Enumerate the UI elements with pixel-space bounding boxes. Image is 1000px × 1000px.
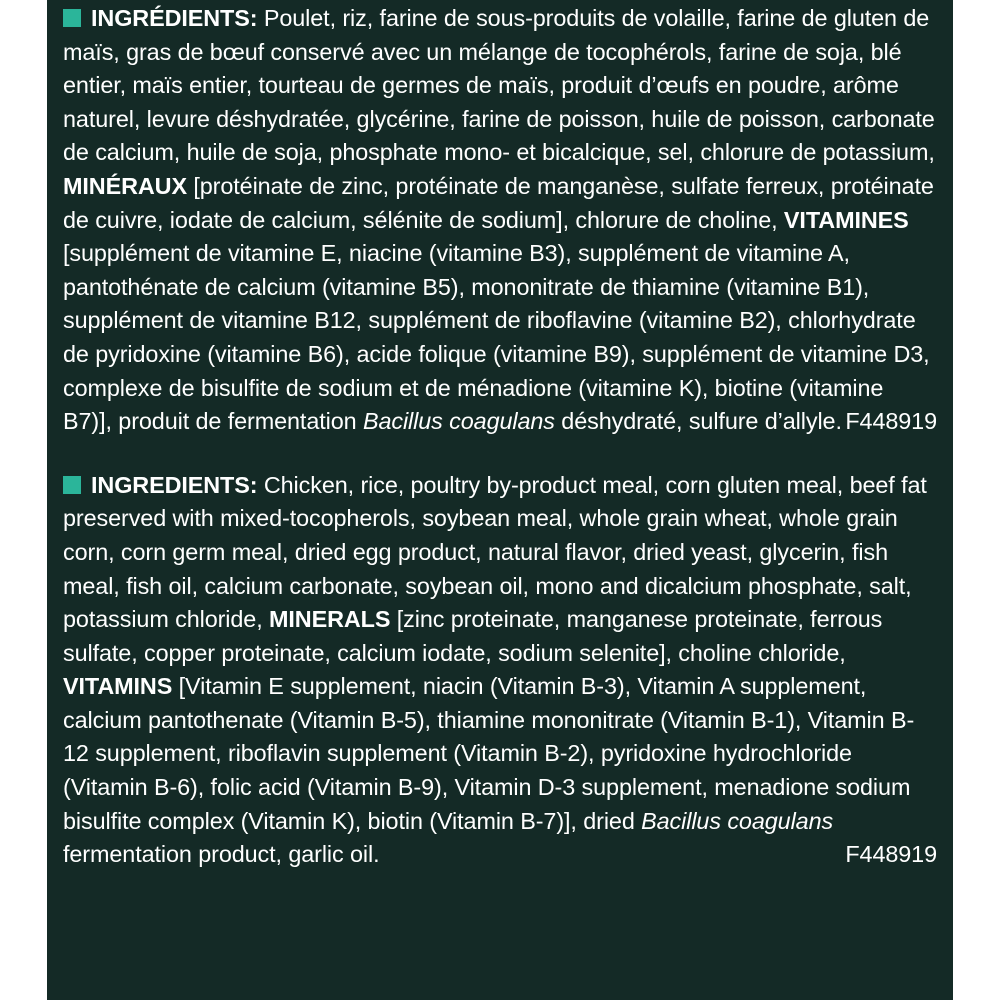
ingredients-english — [63, 469, 937, 872]
english-text-4: fermentation product, garlic oil. — [63, 841, 380, 868]
product-code-english: F448919 — [845, 841, 937, 868]
english-text-3: [Vitamin E supplement, niacin (Vitamin B-3), Vitamin A supplement, calcium pantothenate (Vitamin B-5), thiamine mononitrate (Vitamin B-1), Vitamin B-12 supplement, riboflavin supplement (Vitamin B-2), pyridoxine hydrochloride (Vitamin B-6), folic acid (Vitamin B-9), Vitamin D-3 supplement, menadione sodium bisulfite complex (Vitamin K), biotin (Vitamin B-7)], dried — [63, 673, 915, 834]
product-code-french: F448919 — [845, 408, 937, 435]
english-text-1: Chicken, rice, poultry by-product meal, corn gluten meal, beef fat preserved with mixed-tocopherols, soybean meal, whole grain wheat, whole grain corn, corn germ meal, dried egg product, natural flavor, dried yeast, glycerin, fish meal, fish oil, calcium carbonate, soybean oil, mono and dicalcium phosphate, salt, potassium chloride, — [63, 471, 927, 633]
vitamins-label-french: VITAMINES — [783, 206, 909, 233]
ingredients-french — [63, 2, 937, 439]
french-text-1: Poulet, riz, farine de sous-produits de volaille, farine de gluten de maïs, gras de bœuf conservé avec un mélange de tocophérols, farine de soja, blé entier, maïs entier, tourteau de germes de maïs, produit d’œufs en poudre, arôme naturel, levure déshydratée, glycérine, farine de poisson, huile de poisson, carbonate de calcium, huile de soja, phosphate mono- et bicalcique, sel, chlorure de potassium, — [63, 5, 935, 166]
vitamins-label-english: VITAMINS — [63, 673, 173, 700]
french-text-2: [protéinate de zinc, protéinate de manganèse, sulfate ferreux, protéinate de cuivre, iodate de calcium, sélénite de sodium], chlorure de choline, — [63, 172, 934, 233]
french-text-4: déshydraté, sulfure d’allyle. — [554, 408, 842, 435]
french-text-3: [supplément de vitamine E, niacine (vitamine B3), supplément de vitamine A, pantothénate de calcium (vitamine B5), mononitrate de thiamine (vitamine B1), supplément de vitamine B12, supplément de riboflavine (vitamine B2), chlorhydrate de pyridoxine (vitamine B6), acide folique (vitamine B9), supplément de vitamine D3, complexe de bisulfite de sodium et de ménadione (vitamine K), biotine (vitamine B7)], produit de fermentation — [63, 240, 930, 435]
minerals-label-french: MINÉRAUX — [63, 172, 187, 199]
bacillus-italic-french: Bacillus coagulans — [362, 408, 555, 435]
english-text-2: [zinc proteinate, manganese proteinate, ferrous sulfate, copper proteinate, calcium iodate, sodium selenite], choline chloride, — [63, 606, 883, 666]
minerals-label-english: MINERALS — [269, 606, 391, 633]
heading-english: INGREDIENTS: — [91, 471, 258, 498]
accent-square-icon — [63, 9, 81, 27]
bacillus-italic-english: Bacillus coagulans — [641, 807, 834, 834]
heading-french: INGRÉDIENTS: — [91, 5, 258, 31]
ingredients-panel — [47, 0, 953, 1000]
accent-square-icon — [63, 476, 81, 494]
